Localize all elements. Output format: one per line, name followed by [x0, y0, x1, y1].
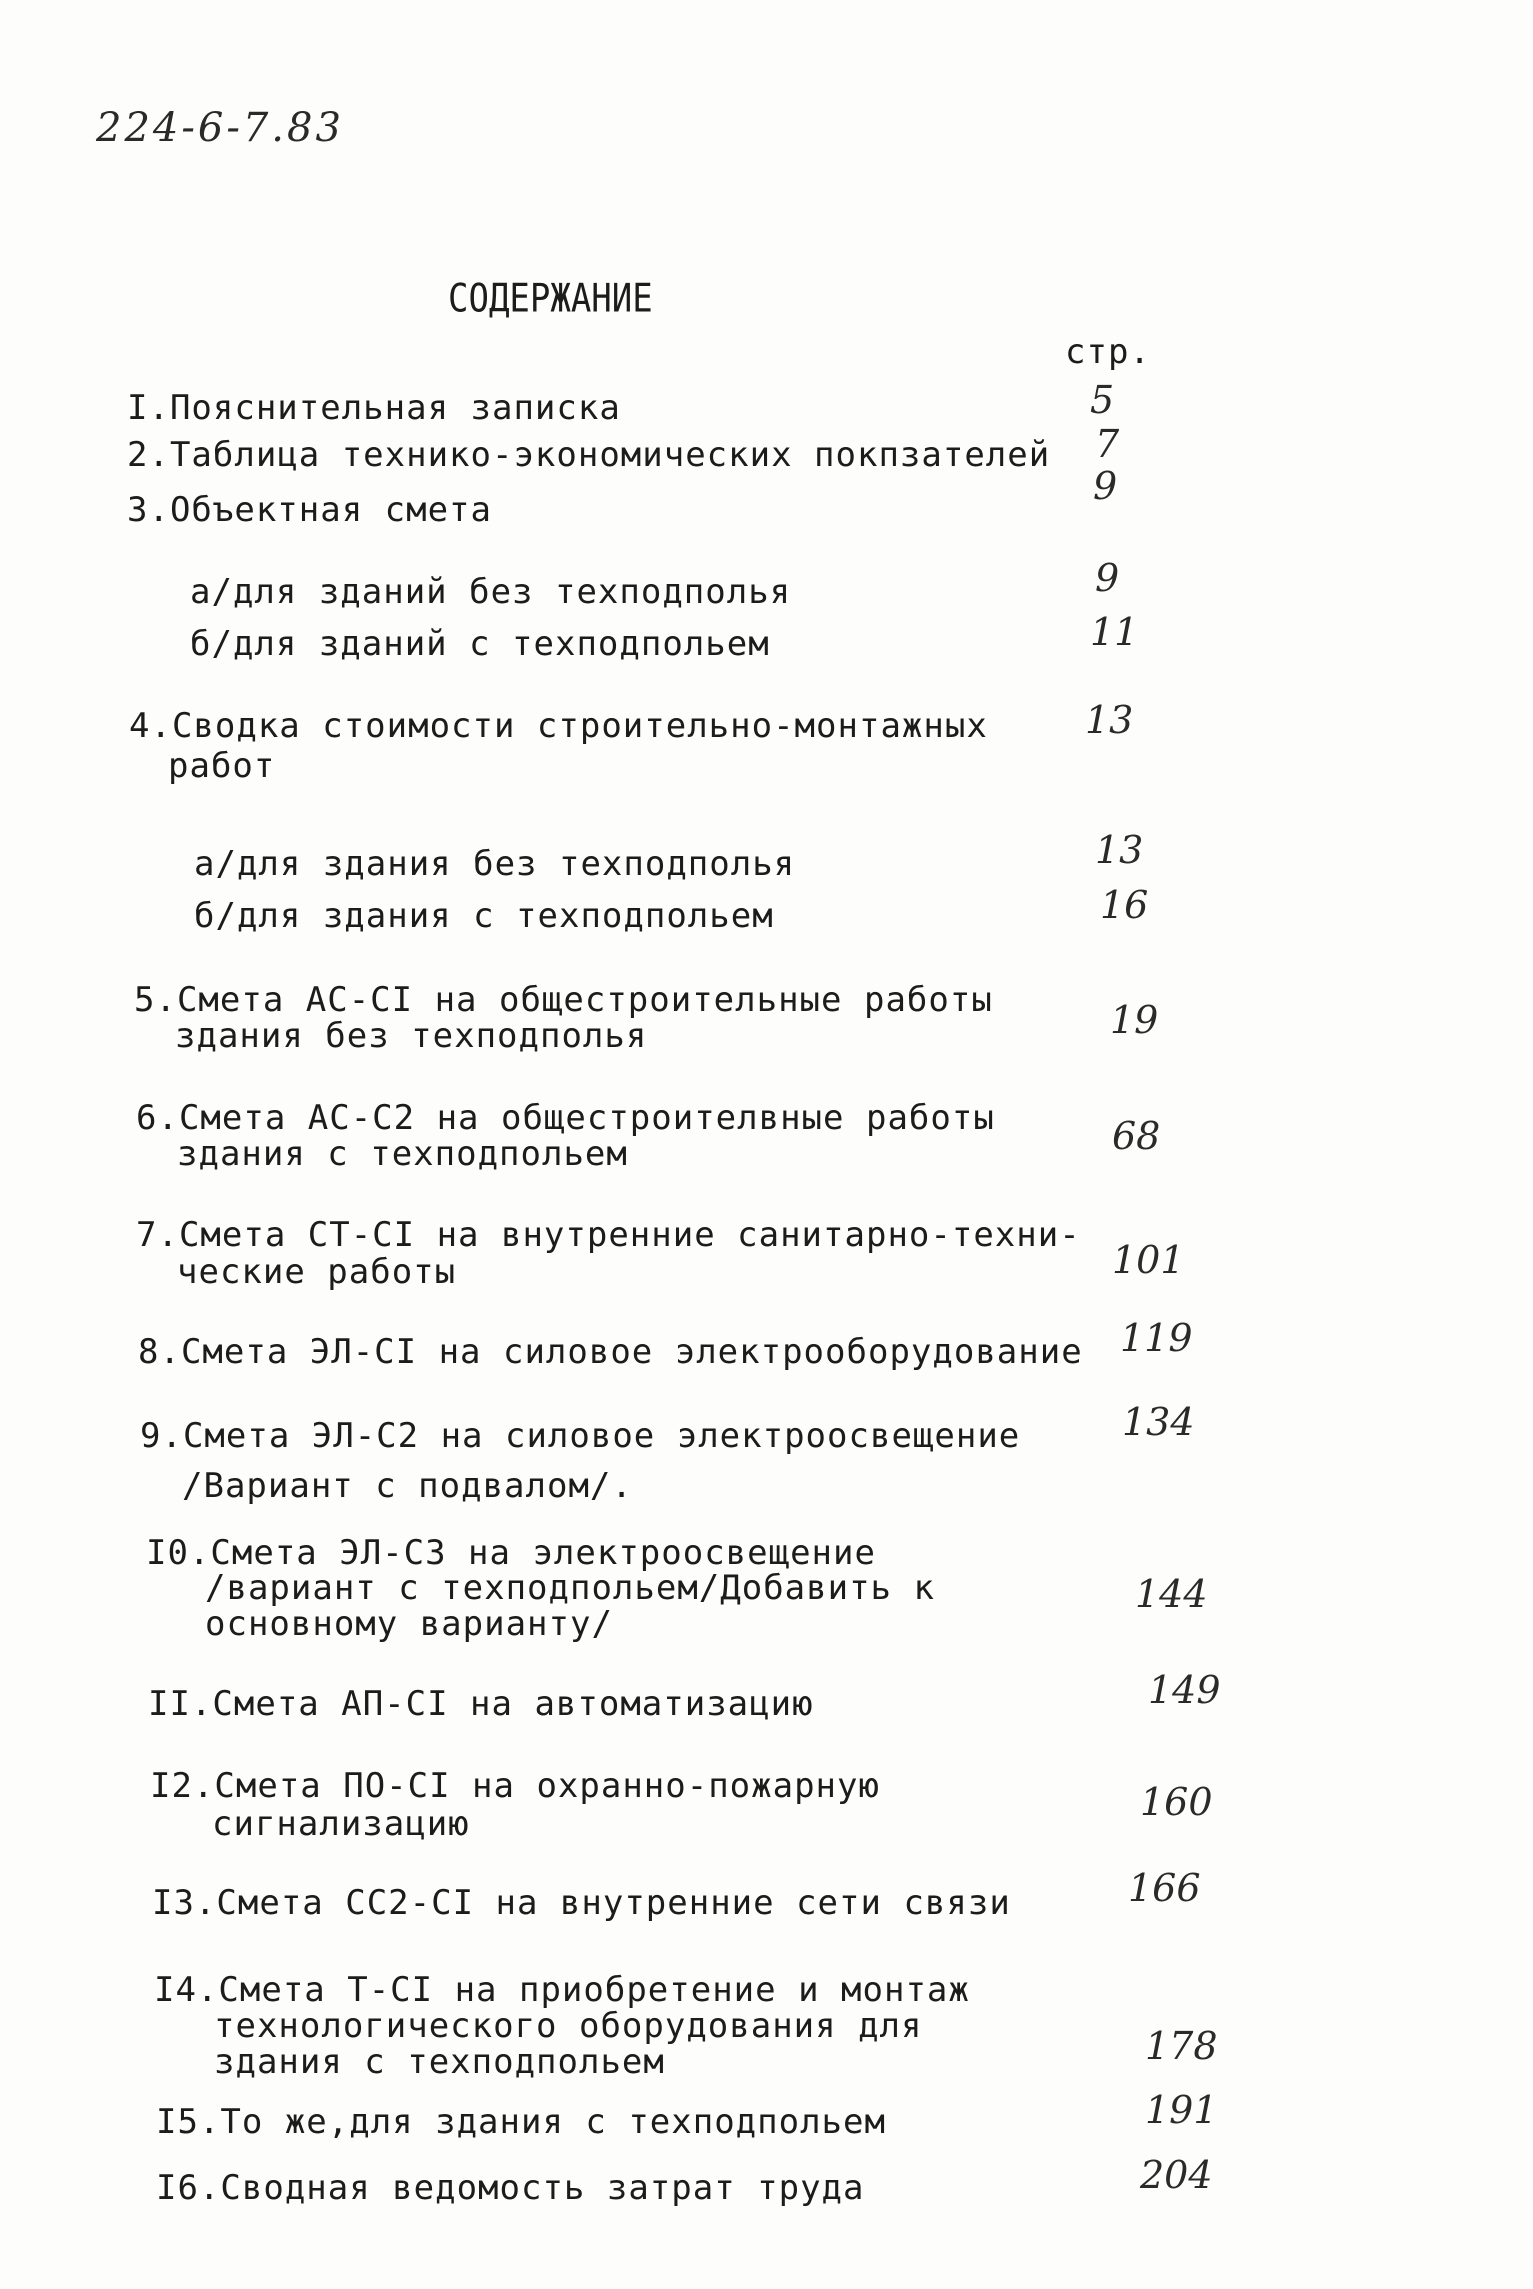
toc-entry-11-line-1: II.Смета АП-СI на автоматизацию: [148, 1684, 814, 1724]
toc-entry-4a-line-1: а/для здания без техподполья: [194, 844, 796, 884]
toc-entry-14-line-3: здания с техподпольем: [214, 2042, 665, 2082]
toc-entry-13-page: 166: [1128, 1866, 1201, 1910]
toc-entry-8-page: 119: [1120, 1316, 1193, 1360]
toc-entry-5-line-1: 5.Смета АС-СI на общестроительные работы: [134, 980, 993, 1020]
toc-entry-10-line-1: I0.Смета ЭЛ-С3 на электроосвещение: [146, 1533, 876, 1573]
toc-entry-12-line-1: I2.Смета ПО-СI на охранно-пожарную: [150, 1766, 880, 1806]
toc-entry-15-line-1: I5.То же,для здания с техподпольем: [156, 2102, 886, 2142]
toc-entry-5-page: 19: [1110, 998, 1159, 1042]
toc-entry-9-page: 134: [1122, 1400, 1195, 1444]
toc-entry-3-page: 9: [1093, 464, 1118, 508]
toc-entry-6-line-1: 6.Смета АС-С2 на общестроителвные работы: [136, 1098, 995, 1138]
toc-entry-11-page: 149: [1148, 1668, 1221, 1712]
toc-entry-1-line-1: I.Пояснительная записка: [127, 388, 621, 428]
toc-entry-4b-line-1: б/для здания с техподпольем: [194, 896, 774, 936]
toc-entry-10-line-3: основному варианту/: [205, 1604, 613, 1644]
toc-entry-2-page: 7: [1095, 422, 1120, 466]
toc-entry-1-page: 5: [1090, 378, 1115, 422]
toc-entry-16-page: 204: [1140, 2153, 1213, 2197]
toc-entry-14-line-2: технологического оборудования для: [214, 2006, 923, 2046]
toc-entry-3b-line-1: б/для зданий с техподпольем: [190, 624, 770, 664]
toc-entry-14-page: 178: [1145, 2024, 1218, 2068]
toc-entry-13-line-1: I3.Смета СС2-СI на внутренние сети связи: [152, 1883, 1011, 1923]
toc-entry-7-line-2: ческие работы: [177, 1252, 457, 1292]
toc-entry-7-page: 101: [1112, 1238, 1185, 1282]
toc-entry-4b-page: 16: [1100, 883, 1149, 927]
toc-entry-3b-page: 11: [1090, 610, 1139, 654]
toc-entry-4-line-1: 4.Сводка стоимости строительно-монтажных: [129, 706, 988, 746]
toc-entry-10-line-2: /вариант с техподпольем/Добавить к: [205, 1568, 935, 1608]
toc-entry-3a-line-1: а/для зданий без техподполья: [190, 572, 792, 612]
toc-entry-5-line-2: здания без техподполья: [175, 1016, 648, 1056]
toc-entry-4-page: 13: [1085, 698, 1134, 742]
toc-entry-9-line-2: /Вариант с подвалом/.: [182, 1466, 633, 1506]
toc-entry-15-page: 191: [1145, 2088, 1218, 2132]
toc-entry-6-page: 68: [1112, 1114, 1161, 1158]
toc-entry-12-line-2: сигнализацию: [212, 1804, 470, 1844]
page-title: СОДЕРЖАНИЕ: [448, 275, 653, 322]
toc-entry-12-page: 160: [1140, 1780, 1213, 1824]
toc-entry-16-line-1: I6.Сводная ведомость затрат труда: [156, 2168, 865, 2208]
toc-entry-4a-page: 13: [1095, 828, 1144, 872]
page-column-header: стр.: [1065, 332, 1151, 372]
toc-entry-3-line-1: 3.Объектная смета: [127, 490, 492, 530]
toc-entry-8-line-1: 8.Смета ЭЛ-СI на силовое электрооборудование: [138, 1332, 1083, 1372]
toc-entry-14-line-1: I4.Смета Т-СI на приобретение и монтаж: [154, 1970, 970, 2010]
toc-entry-10-page: 144: [1135, 1572, 1208, 1616]
toc-entry-4-line-2: работ: [168, 746, 276, 786]
document-number: 224-6-7.83: [96, 105, 344, 151]
toc-entry-6-line-2: здания с техподпольем: [177, 1134, 628, 1174]
toc-entry-2-line-1: 2.Таблица технико-экономических покпзателей: [127, 435, 1051, 475]
toc-entry-3a-page: 9: [1095, 556, 1120, 600]
toc-entry-9-line-1: 9.Смета ЭЛ-С2 на силовое электроосвещение: [140, 1416, 1021, 1456]
toc-entry-7-line-1: 7.Смета СТ-СI на внутренние санитарно-техни-: [136, 1215, 1081, 1255]
